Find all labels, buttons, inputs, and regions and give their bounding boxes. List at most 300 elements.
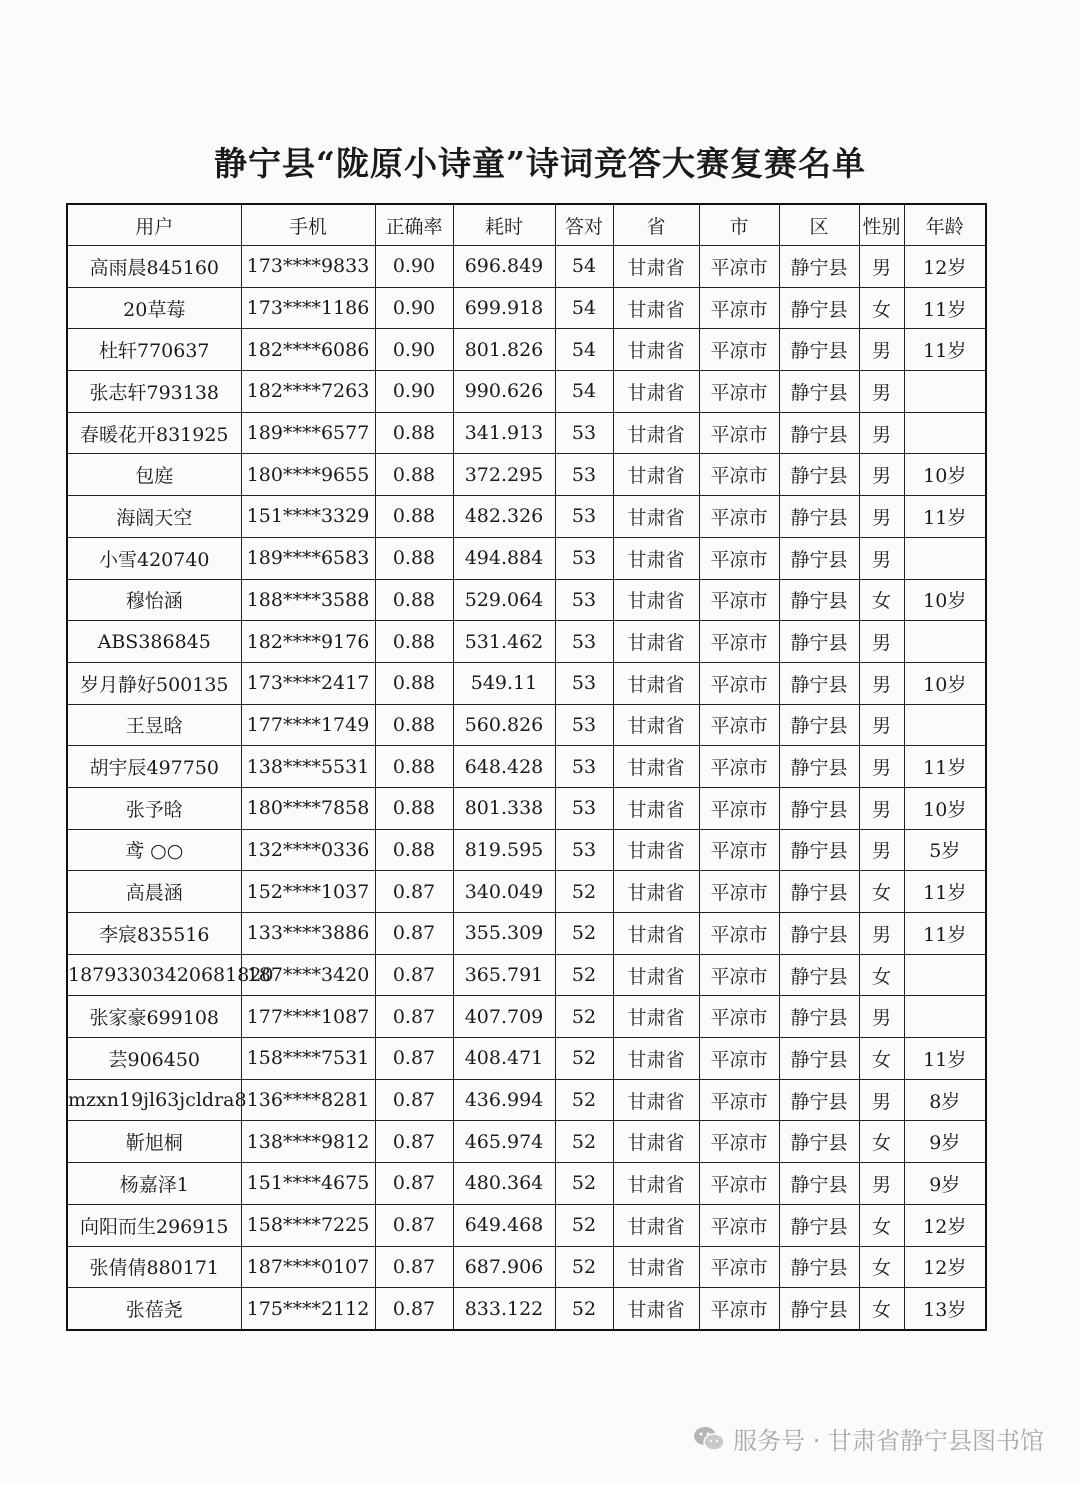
- cell-city: 平凉市: [699, 1288, 779, 1330]
- cell-user: 海阔天空: [67, 496, 241, 538]
- cell-phone: 133****3886: [241, 913, 375, 955]
- cell-correct: 52: [555, 1079, 613, 1121]
- cell-age: 12岁: [904, 1246, 986, 1288]
- cell-user: 张倩倩880171: [67, 1246, 241, 1288]
- cell-city: 平凉市: [699, 829, 779, 871]
- cell-district: 静宁县: [779, 704, 859, 746]
- cell-phone: 180****7858: [241, 787, 375, 829]
- cell-phone: 136****8281: [241, 1079, 375, 1121]
- cell-province: 甘肃省: [613, 621, 699, 663]
- cell-phone: 151****4675: [241, 1163, 375, 1205]
- cell-accuracy: 0.87: [375, 1163, 453, 1205]
- cell-province: 甘肃省: [613, 954, 699, 996]
- cell-city: 平凉市: [699, 871, 779, 913]
- cell-district: 静宁县: [779, 1288, 859, 1330]
- cell-district: 静宁县: [779, 496, 859, 538]
- cell-gender: 男: [859, 412, 904, 454]
- cell-age: 9岁: [904, 1121, 986, 1163]
- cell-age: 12岁: [904, 1204, 986, 1246]
- cell-province: 甘肃省: [613, 1079, 699, 1121]
- cell-time: 480.364: [453, 1163, 555, 1205]
- cell-province: 甘肃省: [613, 412, 699, 454]
- cell-time: 819.595: [453, 829, 555, 871]
- table-row: [67, 996, 986, 1038]
- cell-phone: 188****3588: [241, 579, 375, 621]
- cell-gender: 男: [859, 371, 904, 413]
- cell-province: 甘肃省: [613, 454, 699, 496]
- cell-age: 10岁: [904, 787, 986, 829]
- cell-age: 11岁: [904, 329, 986, 371]
- cell-phone: 158****7225: [241, 1204, 375, 1246]
- cell-time: 482.326: [453, 496, 555, 538]
- cell-accuracy: 0.88: [375, 579, 453, 621]
- cell-phone: 138****5531: [241, 746, 375, 788]
- cell-phone: 182****6086: [241, 329, 375, 371]
- cell-accuracy: 0.88: [375, 829, 453, 871]
- cell-gender: 男: [859, 1079, 904, 1121]
- cell-province: 甘肃省: [613, 1163, 699, 1205]
- cell-phone: 173****1186: [241, 287, 375, 329]
- cell-gender: 男: [859, 913, 904, 955]
- cell-accuracy: 0.87: [375, 871, 453, 913]
- cell-user: 鸢 ○○: [67, 829, 241, 871]
- cell-phone: 173****9833: [241, 246, 375, 288]
- column-header-district: 区: [779, 204, 859, 246]
- cell-gender: 男: [859, 704, 904, 746]
- cell-city: 平凉市: [699, 412, 779, 454]
- cell-phone: 175****2112: [241, 1288, 375, 1330]
- cell-age: 11岁: [904, 913, 986, 955]
- cell-city: 平凉市: [699, 913, 779, 955]
- cell-district: 静宁县: [779, 1121, 859, 1163]
- cell-province: 甘肃省: [613, 787, 699, 829]
- cell-time: 801.338: [453, 787, 555, 829]
- cell-province: 甘肃省: [613, 537, 699, 579]
- cell-city: 平凉市: [699, 1079, 779, 1121]
- cell-age: [904, 954, 986, 996]
- table-row: [67, 1288, 986, 1330]
- cell-accuracy: 0.88: [375, 746, 453, 788]
- cell-correct: 52: [555, 871, 613, 913]
- cell-gender: 女: [859, 1204, 904, 1246]
- cell-age: 11岁: [904, 496, 986, 538]
- cell-province: 甘肃省: [613, 913, 699, 955]
- cell-phone: 187****0107: [241, 1246, 375, 1288]
- cell-age: [904, 371, 986, 413]
- cell-province: 甘肃省: [613, 996, 699, 1038]
- cell-accuracy: 0.90: [375, 287, 453, 329]
- cell-correct: 53: [555, 662, 613, 704]
- cell-city: 平凉市: [699, 287, 779, 329]
- table-row: [67, 537, 986, 579]
- cell-city: 平凉市: [699, 1038, 779, 1080]
- cell-gender: 男: [859, 454, 904, 496]
- cell-district: 静宁县: [779, 1079, 859, 1121]
- cell-province: 甘肃省: [613, 329, 699, 371]
- table-header-row: [67, 204, 986, 246]
- cell-accuracy: 0.88: [375, 704, 453, 746]
- cell-time: 801.826: [453, 329, 555, 371]
- cell-accuracy: 0.87: [375, 1121, 453, 1163]
- wechat-icon: [693, 1425, 725, 1453]
- cell-user: 包庭: [67, 454, 241, 496]
- cell-province: 甘肃省: [613, 704, 699, 746]
- cell-phone: 187****3420: [241, 954, 375, 996]
- cell-city: 平凉市: [699, 996, 779, 1038]
- cell-age: 9岁: [904, 1163, 986, 1205]
- table-row: [67, 1246, 986, 1288]
- cell-district: 静宁县: [779, 787, 859, 829]
- cell-city: 平凉市: [699, 496, 779, 538]
- cell-phone: 182****7263: [241, 371, 375, 413]
- cell-gender: 女: [859, 287, 904, 329]
- table-row: [67, 579, 986, 621]
- cell-gender: 女: [859, 954, 904, 996]
- cell-user: 春暖花开831925: [67, 412, 241, 454]
- cell-district: 静宁县: [779, 287, 859, 329]
- roster-table: [66, 203, 987, 1331]
- cell-age: [904, 704, 986, 746]
- cell-accuracy: 0.87: [375, 1079, 453, 1121]
- cell-province: 甘肃省: [613, 829, 699, 871]
- cell-correct: 53: [555, 621, 613, 663]
- table-row: [67, 329, 986, 371]
- cell-age: 11岁: [904, 871, 986, 913]
- cell-province: 甘肃省: [613, 1288, 699, 1330]
- cell-province: 甘肃省: [613, 371, 699, 413]
- cell-user: ABS386845: [67, 621, 241, 663]
- cell-correct: 53: [555, 746, 613, 788]
- cell-province: 甘肃省: [613, 579, 699, 621]
- cell-province: 甘肃省: [613, 662, 699, 704]
- cell-accuracy: 0.88: [375, 621, 453, 663]
- cell-user: 胡宇辰497750: [67, 746, 241, 788]
- cell-province: 甘肃省: [613, 1204, 699, 1246]
- cell-district: 静宁县: [779, 871, 859, 913]
- cell-user: 杜轩770637: [67, 329, 241, 371]
- cell-correct: 52: [555, 954, 613, 996]
- cell-accuracy: 0.87: [375, 1246, 453, 1288]
- cell-district: 静宁县: [779, 1163, 859, 1205]
- cell-district: 静宁县: [779, 954, 859, 996]
- cell-city: 平凉市: [699, 537, 779, 579]
- cell-phone: 177****1749: [241, 704, 375, 746]
- cell-accuracy: 0.87: [375, 954, 453, 996]
- cell-age: 10岁: [904, 579, 986, 621]
- cell-district: 静宁县: [779, 1246, 859, 1288]
- cell-gender: 女: [859, 1038, 904, 1080]
- cell-user: 杨嘉泽1: [67, 1163, 241, 1205]
- cell-accuracy: 0.88: [375, 537, 453, 579]
- cell-city: 平凉市: [699, 1204, 779, 1246]
- cell-gender: 男: [859, 537, 904, 579]
- cell-correct: 54: [555, 287, 613, 329]
- cell-province: 甘肃省: [613, 871, 699, 913]
- column-header-correct: 答对: [555, 204, 613, 246]
- cell-phone: 180****9655: [241, 454, 375, 496]
- table-row: [67, 454, 986, 496]
- cell-district: 静宁县: [779, 412, 859, 454]
- cell-correct: 52: [555, 996, 613, 1038]
- cell-age: 11岁: [904, 1038, 986, 1080]
- cell-time: 990.626: [453, 371, 555, 413]
- cell-phone: 173****2417: [241, 662, 375, 704]
- cell-province: 甘肃省: [613, 1038, 699, 1080]
- cell-city: 平凉市: [699, 1121, 779, 1163]
- cell-accuracy: 0.87: [375, 1204, 453, 1246]
- cell-time: 436.994: [453, 1079, 555, 1121]
- cell-age: 12岁: [904, 246, 986, 288]
- cell-province: 甘肃省: [613, 1121, 699, 1163]
- cell-correct: 54: [555, 371, 613, 413]
- cell-time: 648.428: [453, 746, 555, 788]
- cell-time: 341.913: [453, 412, 555, 454]
- cell-time: 465.974: [453, 1121, 555, 1163]
- cell-city: 平凉市: [699, 746, 779, 788]
- cell-city: 平凉市: [699, 1246, 779, 1288]
- cell-correct: 52: [555, 913, 613, 955]
- cell-phone: 189****6577: [241, 412, 375, 454]
- cell-age: [904, 537, 986, 579]
- cell-province: 甘肃省: [613, 246, 699, 288]
- cell-accuracy: 0.88: [375, 454, 453, 496]
- cell-user: 高雨晨845160: [67, 246, 241, 288]
- table-row: [67, 496, 986, 538]
- cell-time: 355.309: [453, 913, 555, 955]
- cell-correct: 53: [555, 537, 613, 579]
- cell-district: 静宁县: [779, 746, 859, 788]
- cell-correct: 52: [555, 1121, 613, 1163]
- cell-district: 静宁县: [779, 371, 859, 413]
- cell-district: 静宁县: [779, 1204, 859, 1246]
- table-row: [67, 246, 986, 288]
- cell-gender: 男: [859, 829, 904, 871]
- cell-user: 张予晗: [67, 787, 241, 829]
- cell-time: 408.471: [453, 1038, 555, 1080]
- cell-gender: 男: [859, 662, 904, 704]
- cell-city: 平凉市: [699, 621, 779, 663]
- cell-user: 王昱晗: [67, 704, 241, 746]
- cell-city: 平凉市: [699, 1163, 779, 1205]
- cell-accuracy: 0.90: [375, 329, 453, 371]
- cell-time: 833.122: [453, 1288, 555, 1330]
- cell-age: [904, 996, 986, 1038]
- document-title: 静宁县“陇原小诗童”诗词竞答大赛复赛名单: [214, 144, 866, 183]
- cell-correct: 54: [555, 246, 613, 288]
- cell-city: 平凉市: [699, 371, 779, 413]
- cell-user: 18793303420681820: [67, 954, 241, 996]
- cell-time: 340.049: [453, 871, 555, 913]
- cell-age: 5岁: [904, 829, 986, 871]
- table-row: [67, 412, 986, 454]
- table-row: [67, 871, 986, 913]
- cell-time: 365.791: [453, 954, 555, 996]
- watermark: [693, 1421, 1044, 1456]
- table-row: [67, 704, 986, 746]
- cell-user: 高晨涵: [67, 871, 241, 913]
- cell-district: 静宁县: [779, 829, 859, 871]
- cell-accuracy: 0.87: [375, 913, 453, 955]
- column-header-accuracy: 正确率: [375, 204, 453, 246]
- cell-district: 静宁县: [779, 621, 859, 663]
- cell-city: 平凉市: [699, 787, 779, 829]
- cell-phone: 158****7531: [241, 1038, 375, 1080]
- cell-user: 岁月静好500135: [67, 662, 241, 704]
- cell-gender: 男: [859, 746, 904, 788]
- cell-time: 529.064: [453, 579, 555, 621]
- cell-correct: 53: [555, 412, 613, 454]
- table-row: [67, 1204, 986, 1246]
- cell-province: 甘肃省: [613, 496, 699, 538]
- cell-age: 11岁: [904, 746, 986, 788]
- cell-district: 静宁县: [779, 662, 859, 704]
- cell-age: 8岁: [904, 1079, 986, 1121]
- cell-district: 静宁县: [779, 329, 859, 371]
- cell-city: 平凉市: [699, 329, 779, 371]
- cell-user: 靳旭桐: [67, 1121, 241, 1163]
- cell-province: 甘肃省: [613, 746, 699, 788]
- table-row: [67, 1121, 986, 1163]
- cell-correct: 53: [555, 496, 613, 538]
- cell-accuracy: 0.87: [375, 1038, 453, 1080]
- cell-gender: 女: [859, 871, 904, 913]
- cell-gender: 男: [859, 329, 904, 371]
- cell-correct: 52: [555, 1246, 613, 1288]
- cell-district: 静宁县: [779, 913, 859, 955]
- cell-time: 649.468: [453, 1204, 555, 1246]
- cell-gender: 女: [859, 1246, 904, 1288]
- cell-accuracy: 0.87: [375, 1288, 453, 1330]
- cell-phone: 138****9812: [241, 1121, 375, 1163]
- cell-user: 李宸835516: [67, 913, 241, 955]
- cell-correct: 52: [555, 1038, 613, 1080]
- cell-accuracy: 0.88: [375, 662, 453, 704]
- cell-phone: 152****1037: [241, 871, 375, 913]
- cell-accuracy: 0.88: [375, 787, 453, 829]
- column-header-phone: 手机: [241, 204, 375, 246]
- table-row: [67, 1163, 986, 1205]
- cell-city: 平凉市: [699, 246, 779, 288]
- column-header-gender: 性别: [859, 204, 904, 246]
- cell-phone: 177****1087: [241, 996, 375, 1038]
- watermark-text: 服务号 · 甘肃省静宁县图书馆: [733, 1427, 1044, 1455]
- cell-district: 静宁县: [779, 1038, 859, 1080]
- cell-province: 甘肃省: [613, 1246, 699, 1288]
- cell-city: 平凉市: [699, 579, 779, 621]
- cell-user: 穆怡涵: [67, 579, 241, 621]
- cell-district: 静宁县: [779, 246, 859, 288]
- cell-time: 687.906: [453, 1246, 555, 1288]
- cell-phone: 151****3329: [241, 496, 375, 538]
- cell-correct: 53: [555, 787, 613, 829]
- cell-gender: 男: [859, 621, 904, 663]
- table-row: [67, 829, 986, 871]
- cell-accuracy: 0.88: [375, 412, 453, 454]
- cell-city: 平凉市: [699, 454, 779, 496]
- cell-time: 560.826: [453, 704, 555, 746]
- table-row: [67, 662, 986, 704]
- cell-user: mzxn19jl63jcldra8: [67, 1079, 241, 1121]
- table-row: [67, 371, 986, 413]
- table-body: [67, 246, 986, 1330]
- cell-age: 11岁: [904, 287, 986, 329]
- cell-time: 494.884: [453, 537, 555, 579]
- column-header-time: 耗时: [453, 204, 555, 246]
- cell-user: 张志轩793138: [67, 371, 241, 413]
- cell-age: 10岁: [904, 454, 986, 496]
- table-row: [67, 746, 986, 788]
- cell-correct: 52: [555, 1288, 613, 1330]
- cell-correct: 53: [555, 829, 613, 871]
- table-row: [67, 913, 986, 955]
- cell-city: 平凉市: [699, 662, 779, 704]
- cell-province: 甘肃省: [613, 287, 699, 329]
- column-header-user: 用户: [67, 204, 241, 246]
- cell-correct: 52: [555, 1163, 613, 1205]
- cell-phone: 132****0336: [241, 829, 375, 871]
- cell-user: 张蓓尧: [67, 1288, 241, 1330]
- cell-user: 芸906450: [67, 1038, 241, 1080]
- cell-gender: 男: [859, 787, 904, 829]
- cell-district: 静宁县: [779, 454, 859, 496]
- table-row: [67, 787, 986, 829]
- cell-gender: 男: [859, 246, 904, 288]
- cell-age: [904, 412, 986, 454]
- cell-time: 699.918: [453, 287, 555, 329]
- table-row: [67, 621, 986, 663]
- cell-time: 372.295: [453, 454, 555, 496]
- cell-district: 静宁县: [779, 996, 859, 1038]
- cell-accuracy: 0.90: [375, 371, 453, 413]
- table-row: [67, 1079, 986, 1121]
- cell-correct: 52: [555, 1204, 613, 1246]
- table-row: [67, 287, 986, 329]
- cell-gender: 男: [859, 496, 904, 538]
- column-header-province: 省: [613, 204, 699, 246]
- cell-district: 静宁县: [779, 579, 859, 621]
- cell-age: 10岁: [904, 662, 986, 704]
- cell-gender: 女: [859, 579, 904, 621]
- cell-user: 向阳而生296915: [67, 1204, 241, 1246]
- cell-accuracy: 0.90: [375, 246, 453, 288]
- cell-phone: 182****9176: [241, 621, 375, 663]
- cell-city: 平凉市: [699, 704, 779, 746]
- cell-time: 696.849: [453, 246, 555, 288]
- cell-age: [904, 621, 986, 663]
- column-header-city: 市: [699, 204, 779, 246]
- cell-time: 531.462: [453, 621, 555, 663]
- cell-city: 平凉市: [699, 954, 779, 996]
- table-row: [67, 954, 986, 996]
- cell-user: 张家豪699108: [67, 996, 241, 1038]
- cell-gender: 女: [859, 1121, 904, 1163]
- cell-time: 407.709: [453, 996, 555, 1038]
- cell-user: 20草莓: [67, 287, 241, 329]
- cell-phone: 189****6583: [241, 537, 375, 579]
- cell-gender: 男: [859, 996, 904, 1038]
- cell-gender: 女: [859, 1288, 904, 1330]
- cell-time: 549.11: [453, 662, 555, 704]
- column-header-age: 年龄: [904, 204, 986, 246]
- cell-correct: 53: [555, 579, 613, 621]
- cell-accuracy: 0.88: [375, 496, 453, 538]
- cell-correct: 54: [555, 329, 613, 371]
- cell-correct: 53: [555, 704, 613, 746]
- cell-correct: 53: [555, 454, 613, 496]
- cell-gender: 男: [859, 1163, 904, 1205]
- table-row: [67, 1038, 986, 1080]
- cell-district: 静宁县: [779, 537, 859, 579]
